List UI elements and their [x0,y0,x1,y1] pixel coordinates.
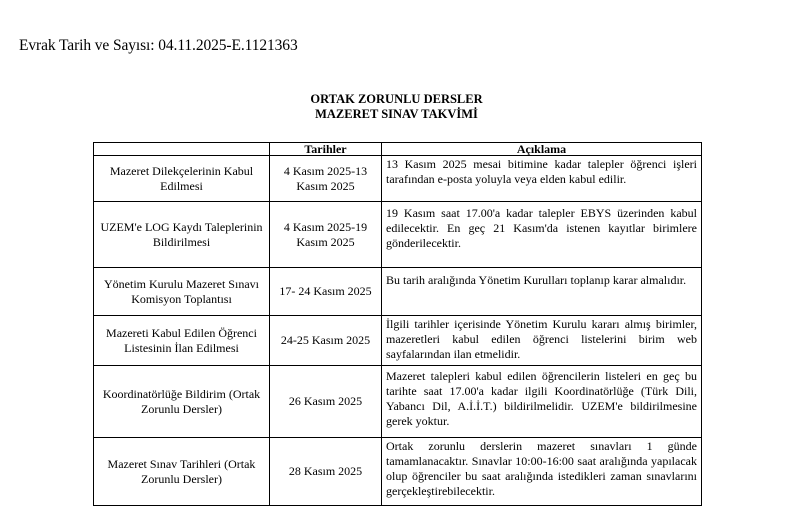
row-item: Mazereti Kabul Edilen Öğrenci Listesinin İlan Edilmesi [94,316,270,366]
row-item: Mazeret Dilekçelerinin Kabul Edilmesi [94,156,270,202]
document-title: ORTAK ZORUNLU DERSLER [310,92,483,106]
header-description: Açıklama [382,143,702,156]
exam-calendar-table [93,142,702,506]
table-row [94,268,702,316]
row-dates: 28 Kasım 2025 [270,438,382,506]
row-dates: 17- 24 Kasım 2025 [270,268,382,316]
row-item: Mazeret Sınav Tarihleri (Ortak Zorunlu Dersler) [94,438,270,506]
row-description: 19 Kasım saat 17.00'a kadar talepler EBYS üzerinden kabul edilecektir. En geç 21 Kasım'da istenen kayıtlar birimlere gönderilecektir. [382,202,702,268]
table-header-row [94,143,702,156]
row-description: Bu tarih aralığında Yönetim Kurulları toplanıp karar almalıdır. [382,268,702,316]
document-reference: Evrak Tarih ve Sayısı: 04.11.2025-E.1121363 [19,37,298,54]
table-row [94,316,702,366]
document-subtitle: MAZERET SINAV TAKVİMİ [315,107,478,121]
table-row [94,438,702,506]
table-row [94,156,702,202]
header-dates: Tarihler [270,143,382,156]
row-dates: 4 Kasım 2025-13 Kasım 2025 [270,156,382,202]
header-item [94,143,270,156]
row-description: 13 Kasım 2025 mesai bitimine kadar talepler öğrenci işleri tarafından e-posta yoluyla veya elden kabul edilir. [382,156,702,202]
table-row [94,366,702,438]
row-dates: 4 Kasım 2025-19 Kasım 2025 [270,202,382,268]
table-row [94,202,702,268]
row-item: Koordinatörlüğe Bildirim (Ortak Zorunlu Dersler) [94,366,270,438]
row-description: Ortak zorunlu derslerin mazeret sınavları 1 günde tamamlanacaktır. Sınavlar 10:00-16:00 saat aralığında yapılacak olup öğrenciler bu saat aralığında istedikleri zaman sınavlarını gerçekleştirebilecektir. [382,438,702,506]
row-description: İlgili tarihler içerisinde Yönetim Kurulu kararı almış birimler, mazeretleri kabul edilen öğrenci listelerini birim web sayfalarından ilan etmelidir. [382,316,702,366]
row-description: Mazeret talepleri kabul edilen öğrencilerin listeleri en geç bu tarihte saat 17.00'a kadar ilgili Koordinatörlüğe (Türk Dili, Yabancı Dil, A.İ.İ.T.) bildirilmelidir. UZEM'e bildirilmesine gerek yoktur. [382,366,702,438]
row-item: UZEM'e LOG Kaydı Taleplerinin Bildirilmesi [94,202,270,268]
row-dates: 26 Kasım 2025 [270,366,382,438]
row-dates: 24-25 Kasım 2025 [270,316,382,366]
row-item: Yönetim Kurulu Mazeret Sınavı Komisyon Toplantısı [94,268,270,316]
